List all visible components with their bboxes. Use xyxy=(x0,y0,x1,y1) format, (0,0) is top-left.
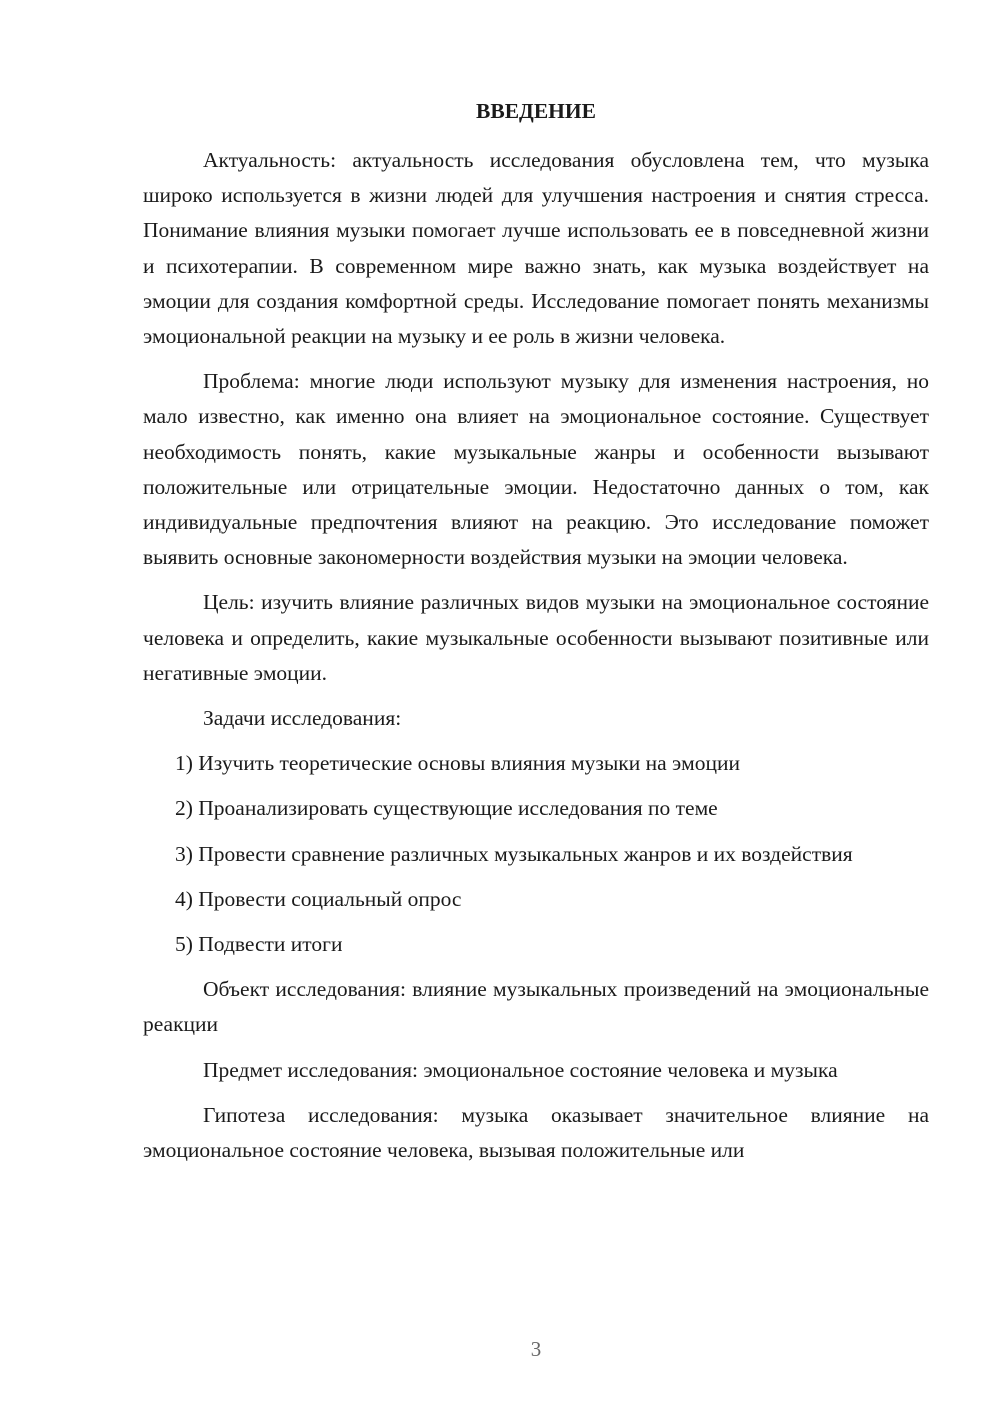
section-title: ВВЕДЕНИЕ xyxy=(476,99,596,123)
task-item-1: 1) Изучить теоретические основы влияния музыки на эмоции xyxy=(175,751,740,776)
task-item-5: 5) Подвести итоги xyxy=(175,932,343,957)
paragraph-subject: Предмет исследования: эмоциональное состояние человека и музыка xyxy=(203,1057,838,1082)
document-page xyxy=(143,0,929,1414)
paragraph-relevance: Актуальность: актуальность исследования обусловлена тем, что музыка широко используется в жизни людей для улучшения настроения и снятия стресса. Понимание влияния музыки помогает лучше использовать ее в повседневной жизни и психотерапии. В современном мире важно знать, как музыка воздействует на эмоции для создания комфортной среды. Исследование помогает понять механизмы эмоциональной реакции на музыку и ее роль в жизни человека. xyxy=(143,148,929,349)
task-item-2: 2) Проанализировать существующие исследования по теме xyxy=(175,796,718,821)
page-number: 3 xyxy=(530,1337,542,1361)
paragraph-goal: Цель: изучить влияние различных видов музыки на эмоциональное состояние человека и определить, какие музыкальные особенности вызывают позитивные или негативные эмоции. xyxy=(143,590,929,685)
task-item-3: 3) Провести сравнение различных музыкальных жанров и их воздействия xyxy=(175,841,853,866)
task-item-4: 4) Провести социальный опрос xyxy=(175,886,462,911)
tasks-heading: Задачи исследования: xyxy=(203,706,402,731)
paragraph-problem: Проблема: многие люди используют музыку для изменения настроения, но мало известно, как именно она влияет на эмоциональное состояние. Существует необходимость понять, какие музыкальные жанры и особенности вызывают положительные или отрицательные эмоции. Недостаточно данных о том, как индивидуальные предпочтения влияют на реакцию. Это исследование поможет выявить основные закономерности воздействия музыки на эмоции человека. xyxy=(143,369,929,570)
document-body xyxy=(143,143,929,1178)
paragraph-object: Объект исследования: влияние музыкальных произведений на эмоциональные реакции xyxy=(143,977,929,1037)
paragraph-hypothesis: Гипотеза исследования: музыка оказывает значительное влияние на эмоциональное состояние человека, вызывая положительные или xyxy=(143,1102,929,1163)
